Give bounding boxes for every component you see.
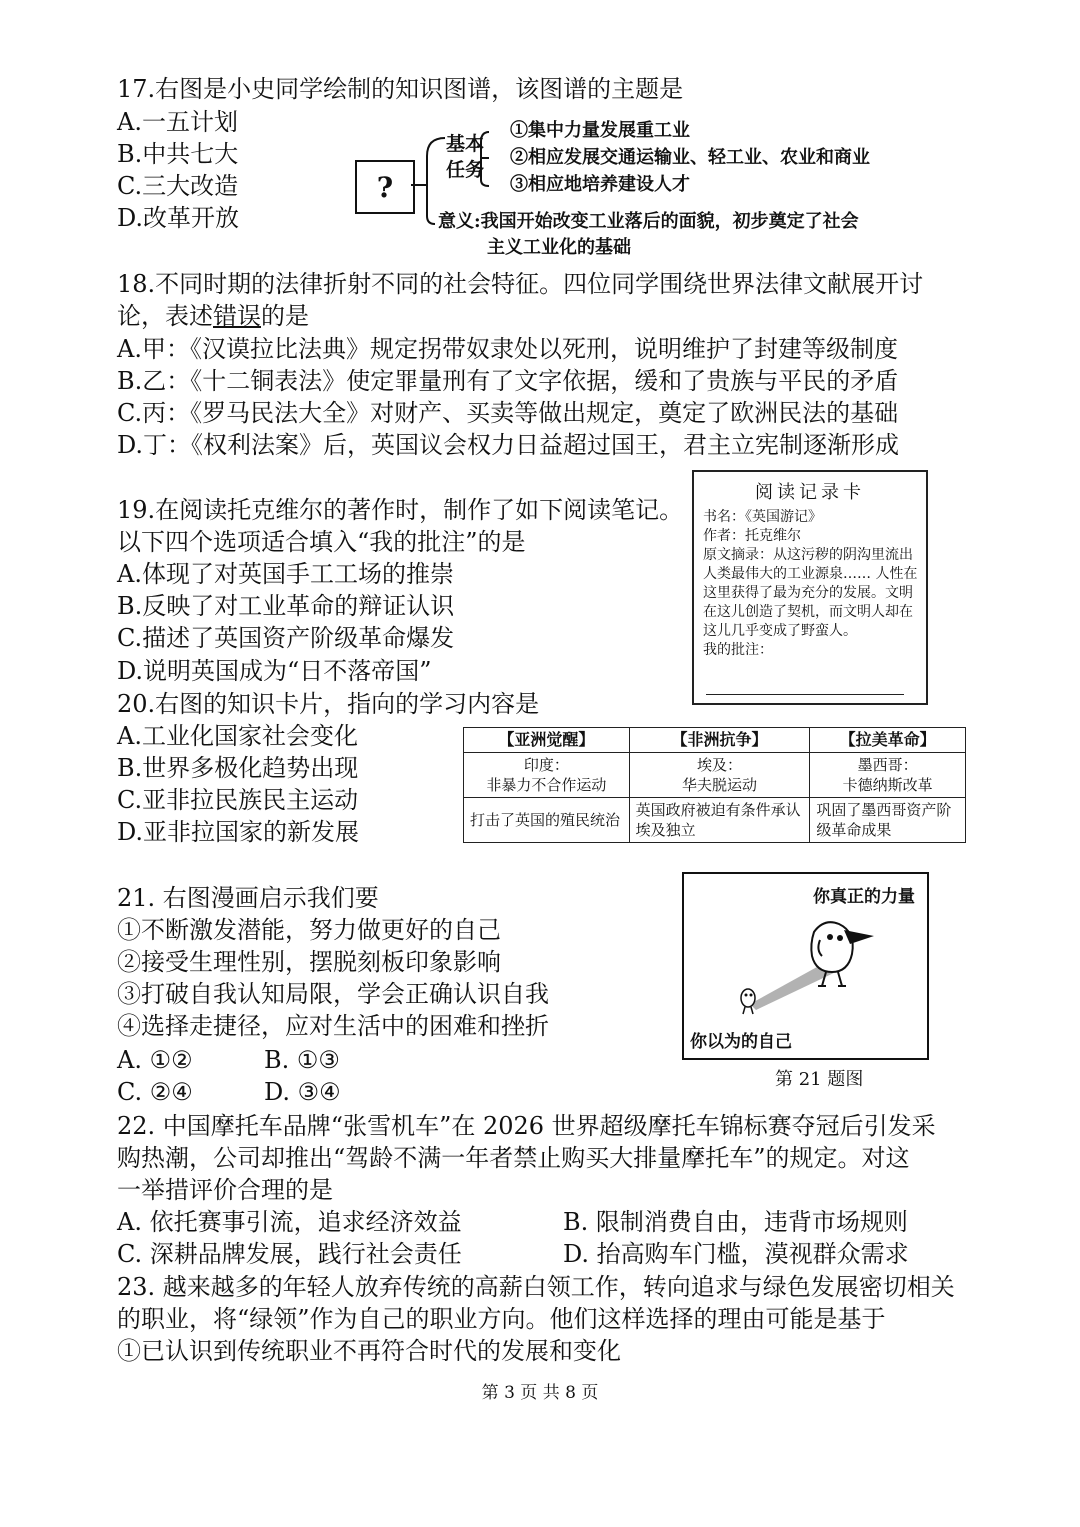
q19-card-note-label: 我的批注：: [703, 642, 773, 658]
q18-stem-part-a: 论，表述: [117, 302, 213, 330]
q17-diagram-center: ?: [355, 160, 415, 214]
q21-item-4: ④选择走捷径，应对生活中的困难和挫折: [117, 1012, 549, 1040]
q19-card-title: 阅读记录卡: [755, 482, 865, 503]
q18-option-a[interactable]: A.甲：《汉谟拉比法典》规定拐带奴隶处以死刑，说明维护了封建等级制度: [117, 335, 898, 363]
q22-stem-line-3: 一举措评价合理的是: [117, 1176, 333, 1204]
q20-cell-egypt-effect: 英国政府被迫有条件承认埃及独立: [629, 798, 810, 843]
q21-item-1: ①不断激发潜能，努力做更好的自己: [117, 916, 501, 944]
q17-option-b[interactable]: B.中共七大: [117, 140, 239, 168]
q22-stem-line-1: 22. 中国摩托车品牌“张雪机车”在 2026 世界超级摩托车锦标赛夺冠后引发采: [117, 1112, 936, 1140]
q17-task-1: ①集中力量发展重工业: [510, 120, 690, 141]
q17-stem: 17.右图是小史同学绘制的知识图谱，该图谱的主题是: [117, 75, 684, 103]
q18-option-c[interactable]: C.丙：《罗马民法大全》对财产、买卖等做出规定，奠定了欧洲民法的基础: [117, 399, 899, 427]
q20-stem: 20.右图的知识卡片，指向的学习内容是: [117, 690, 540, 718]
q22-option-c[interactable]: C. 深耕品牌发展，践行社会责任: [117, 1240, 462, 1268]
q17-task-2: ②相应发展交通运输业、轻工业、农业和商业: [510, 147, 870, 168]
q20-cell-mexico-effect: 巩固了墨西哥资产阶级革命成果: [810, 798, 966, 843]
q19-stem-line-2: 以下四个选项适合填入“我的批注”的是: [117, 528, 526, 556]
q19-option-b[interactable]: B.反映了对工业革命的辩证认识: [117, 592, 455, 620]
q20-header-africa: 【非洲抗争】: [629, 728, 810, 753]
q21-option-a[interactable]: A. ①②: [117, 1046, 193, 1074]
q21-figure-caption: 第 21 题图: [775, 1069, 864, 1090]
q20-option-c[interactable]: C.亚非拉民族民主运动: [117, 786, 359, 814]
q19-option-a[interactable]: A.体现了对英国手工工场的推崇: [117, 560, 454, 588]
q19-card-author: 作者：托克维尔: [703, 528, 801, 544]
q17-option-d[interactable]: D.改革开放: [117, 204, 240, 232]
q20-cell-egypt: 埃及： 华夫脱运动: [629, 753, 810, 798]
q17-task-3: ③相应地培养建设人才: [510, 174, 690, 195]
q19-card-excerpt: 原文摘录：从这污秽的阴沟里流出人类最伟大的工业源泉…… 人性在这里获得了最为充分的发展。文明在这儿创造了契机，而文明人却在这儿几乎变成了野蛮人。: [703, 547, 918, 639]
q20-option-d[interactable]: D.亚非拉国家的新发展: [117, 818, 360, 846]
q19-option-d[interactable]: D.说明英国成为“日不落帝国”: [117, 657, 432, 685]
q21-option-c[interactable]: C. ②④: [117, 1078, 193, 1106]
q18-option-b[interactable]: B.乙：《十二铜表法》使定罪量刑有了文字依据，缓和了贵族与平民的矛盾: [117, 367, 899, 395]
q20-cell-mexico: 墨西哥： 卡德纳斯改革: [810, 753, 966, 798]
q18-stem-line-2: [117, 300, 309, 332]
q19-card-book: 书名：《英国游记》: [703, 509, 822, 525]
q19-reading-card: [692, 470, 928, 705]
q23-stem-line-2: 的职业，将“绿领”作为自己的职业方向。他们这样选择的理由可能是基于: [117, 1305, 886, 1333]
q21-option-b[interactable]: B. ①③: [264, 1046, 340, 1074]
q21-comic-caption-bottom: 你以为的自己: [690, 1032, 792, 1052]
q23-stem-line-1: 23. 越来越多的年轻人放弃传统的高薪白领工作，转向追求与绿色发展密切相关: [117, 1273, 955, 1301]
q21-item-3: ③打破自我认知局限，学会正确认识自我: [117, 980, 549, 1008]
q21-item-2: ②接受生理性别，摆脱刻板印象影响: [117, 948, 501, 976]
q22-stem-line-2: 购热潮，公司却推出“驾龄不满一年者禁止购买大排量摩托车”的规定。对这: [117, 1144, 910, 1172]
q20-option-b[interactable]: B.世界多极化趋势出现: [117, 754, 359, 782]
q20-cell-india-effect: 打击了英国的殖民统治: [464, 798, 630, 843]
q17-option-a[interactable]: A.一五计划: [117, 108, 238, 136]
q22-option-d[interactable]: D. 抬高购车门槛，漠视群众需求: [563, 1240, 909, 1268]
page-footer: 第 3 页 共 8 页: [481, 1383, 599, 1403]
q18-stem-emphasis: 错误: [213, 302, 261, 330]
q22-option-b[interactable]: B. 限制消费自由，违背市场规则: [563, 1208, 908, 1236]
q20-knowledge-card-table: [463, 727, 966, 843]
q21-comic-caption-top: 你真正的力量: [813, 887, 915, 907]
q21-option-d[interactable]: D. ③④: [264, 1078, 341, 1106]
q18-stem-line-1: 18.不同时期的法律折射不同的社会特征。四位同学围绕世界法律文献展开讨: [117, 270, 924, 298]
q18-stem-part-c: 的是: [261, 302, 309, 330]
q19-stem-line-1: 19.在阅读托克维尔的著作时，制作了如下阅读笔记。: [117, 496, 684, 524]
q21-stem: 21. 右图漫画启示我们要: [117, 884, 379, 912]
q19-card-note-blank[interactable]: [706, 694, 904, 695]
q22-option-a[interactable]: A. 依托赛事引流，追求经济效益: [117, 1208, 462, 1236]
q17-option-c[interactable]: C.三大改造: [117, 172, 239, 200]
q17-meaning-line-1: 意义:我国开始改变工业落后的面貌，初步奠定了社会: [438, 211, 859, 232]
q21-comic: [682, 872, 929, 1060]
q19-option-c[interactable]: C.描述了英国资产阶级革命爆发: [117, 624, 455, 652]
q20-cell-india: 印度： 非暴力不合作运动: [464, 753, 630, 798]
q20-header-latam: 【拉美革命】: [810, 728, 966, 753]
q18-option-d[interactable]: D.丁：《权利法案》后，英国议会权力日益超过国王，君主立宪制逐渐形成: [117, 431, 900, 459]
q23-item-1: ①已认识到传统职业不再符合时代的发展和变化: [117, 1337, 621, 1365]
q17-task-label-1: 基本: [446, 133, 485, 155]
q17-task-label-2: 任务: [446, 159, 485, 181]
q20-option-a[interactable]: A.工业化国家社会变化: [117, 722, 358, 750]
q20-header-asia: 【亚洲觉醒】: [464, 728, 630, 753]
q17-meaning-line-2: 主义工业化的基础: [487, 237, 631, 258]
